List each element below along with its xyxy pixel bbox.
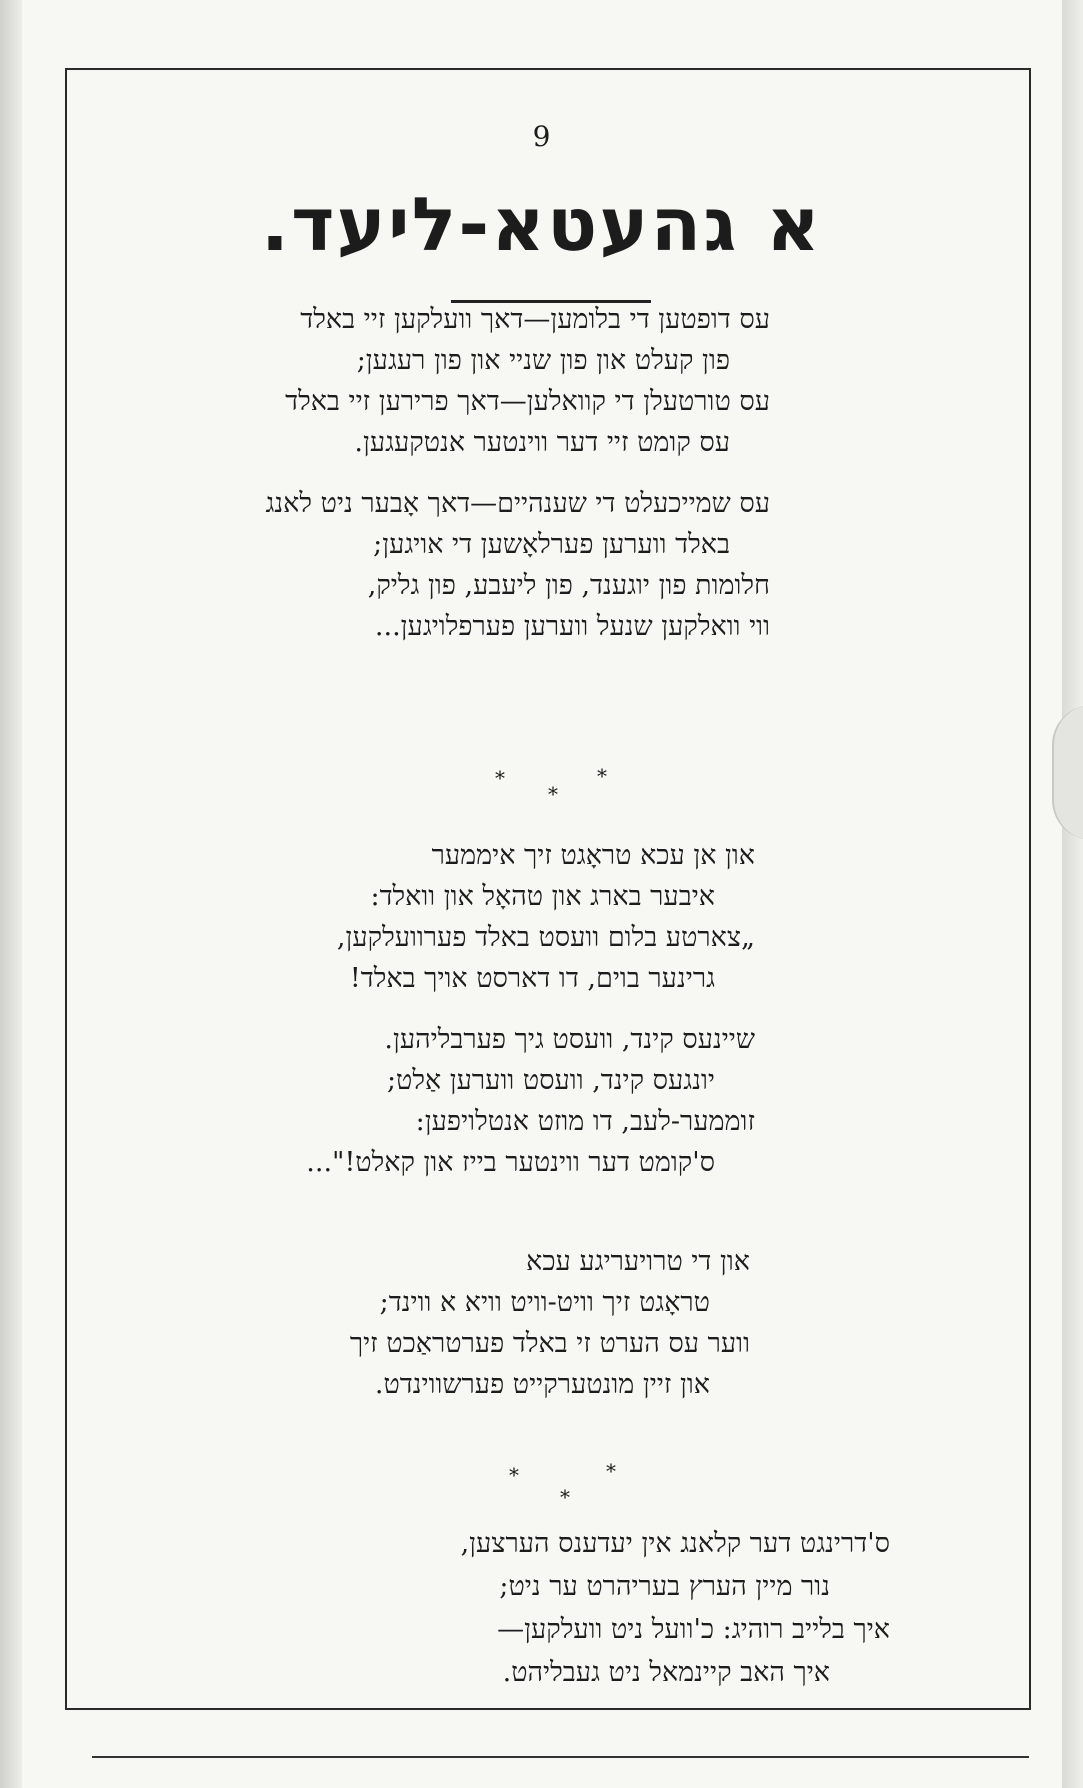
divider-star: * bbox=[509, 1463, 519, 1487]
poem-line: איבער בארג און טהאָל און וואלד: bbox=[370, 881, 715, 912]
poem-line: ווי וואלקען שנעל ווערען פערפלויגען... bbox=[374, 611, 770, 642]
divider-star: * bbox=[560, 1485, 570, 1509]
poem-line: איך בלייב רוהיג: כ'וועל ניט וועלקען— bbox=[497, 1614, 890, 1645]
poem-line: און זיין מונטערקייט פערשווינדט. bbox=[374, 1369, 710, 1400]
divider-star: * bbox=[548, 782, 558, 806]
poem-line: יונגעס קינד, וועסט ווערען אַלט; bbox=[386, 1065, 715, 1096]
poem-line: איך האב קיינמאל ניט געבליהט. bbox=[502, 1657, 830, 1688]
poem-line: „צארטע בלום וועסט באלד פערוועלקען, bbox=[336, 922, 755, 953]
divider-star: * bbox=[597, 764, 607, 788]
poem-line: באלד ווערען פערלאָשען די אויגען; bbox=[373, 529, 730, 560]
poem-line: און אן עכא טראָגט זיך איממער bbox=[431, 840, 755, 871]
poem-line: ס'קומט דער ווינטער בייז און קאלט!"... bbox=[306, 1147, 715, 1178]
poem-line: עס טורטעלן די קוואלען—דאך פרירען זיי באלד bbox=[285, 386, 770, 417]
poem-line: ס'דרינגט דער קלאנג אין יעדענס הערצען, bbox=[460, 1528, 890, 1559]
poem-line: און די טרויעריגע עכא bbox=[526, 1246, 750, 1277]
poem-line: עס שמייכעלט די שענהיים—דאך אָבער ניט לאנג bbox=[265, 488, 770, 519]
poem-line: עס קומט זיי דער ווינטער אנטקעגען. bbox=[354, 427, 730, 458]
poem-line: פון קעלט און פון שניי און פון רעגען; bbox=[356, 345, 730, 376]
page-number: 9 bbox=[532, 120, 551, 153]
poem-line: זוממער-לעב, דו מוזט אנטלויפען: bbox=[415, 1106, 755, 1137]
divider-star: * bbox=[606, 1459, 616, 1483]
poem-line: גרינער בוים, דו דארסט אויך באלד! bbox=[349, 963, 715, 994]
poem-line: טראָגט זיך וויט-וויט וויא א ווינד; bbox=[379, 1287, 710, 1318]
poem-line: עס דופטען די בלומען—דאך וועלקען זיי באלד bbox=[300, 304, 770, 335]
poem-title: א גהעטא-ליעד. bbox=[260, 182, 823, 268]
poem-line: שיינעס קינד, וועסט גיך פערבליהען. bbox=[384, 1024, 755, 1055]
divider-star: * bbox=[495, 766, 505, 790]
poem-line: חלומות פון יוגענד, פון ליעבע, פון גליק, bbox=[367, 570, 770, 601]
poem-line: ווער עס הערט זי באלד פערטראַכט זיך bbox=[349, 1328, 750, 1359]
poem-line: נור מיין הערץ בעריהרט ער ניט; bbox=[499, 1571, 830, 1602]
